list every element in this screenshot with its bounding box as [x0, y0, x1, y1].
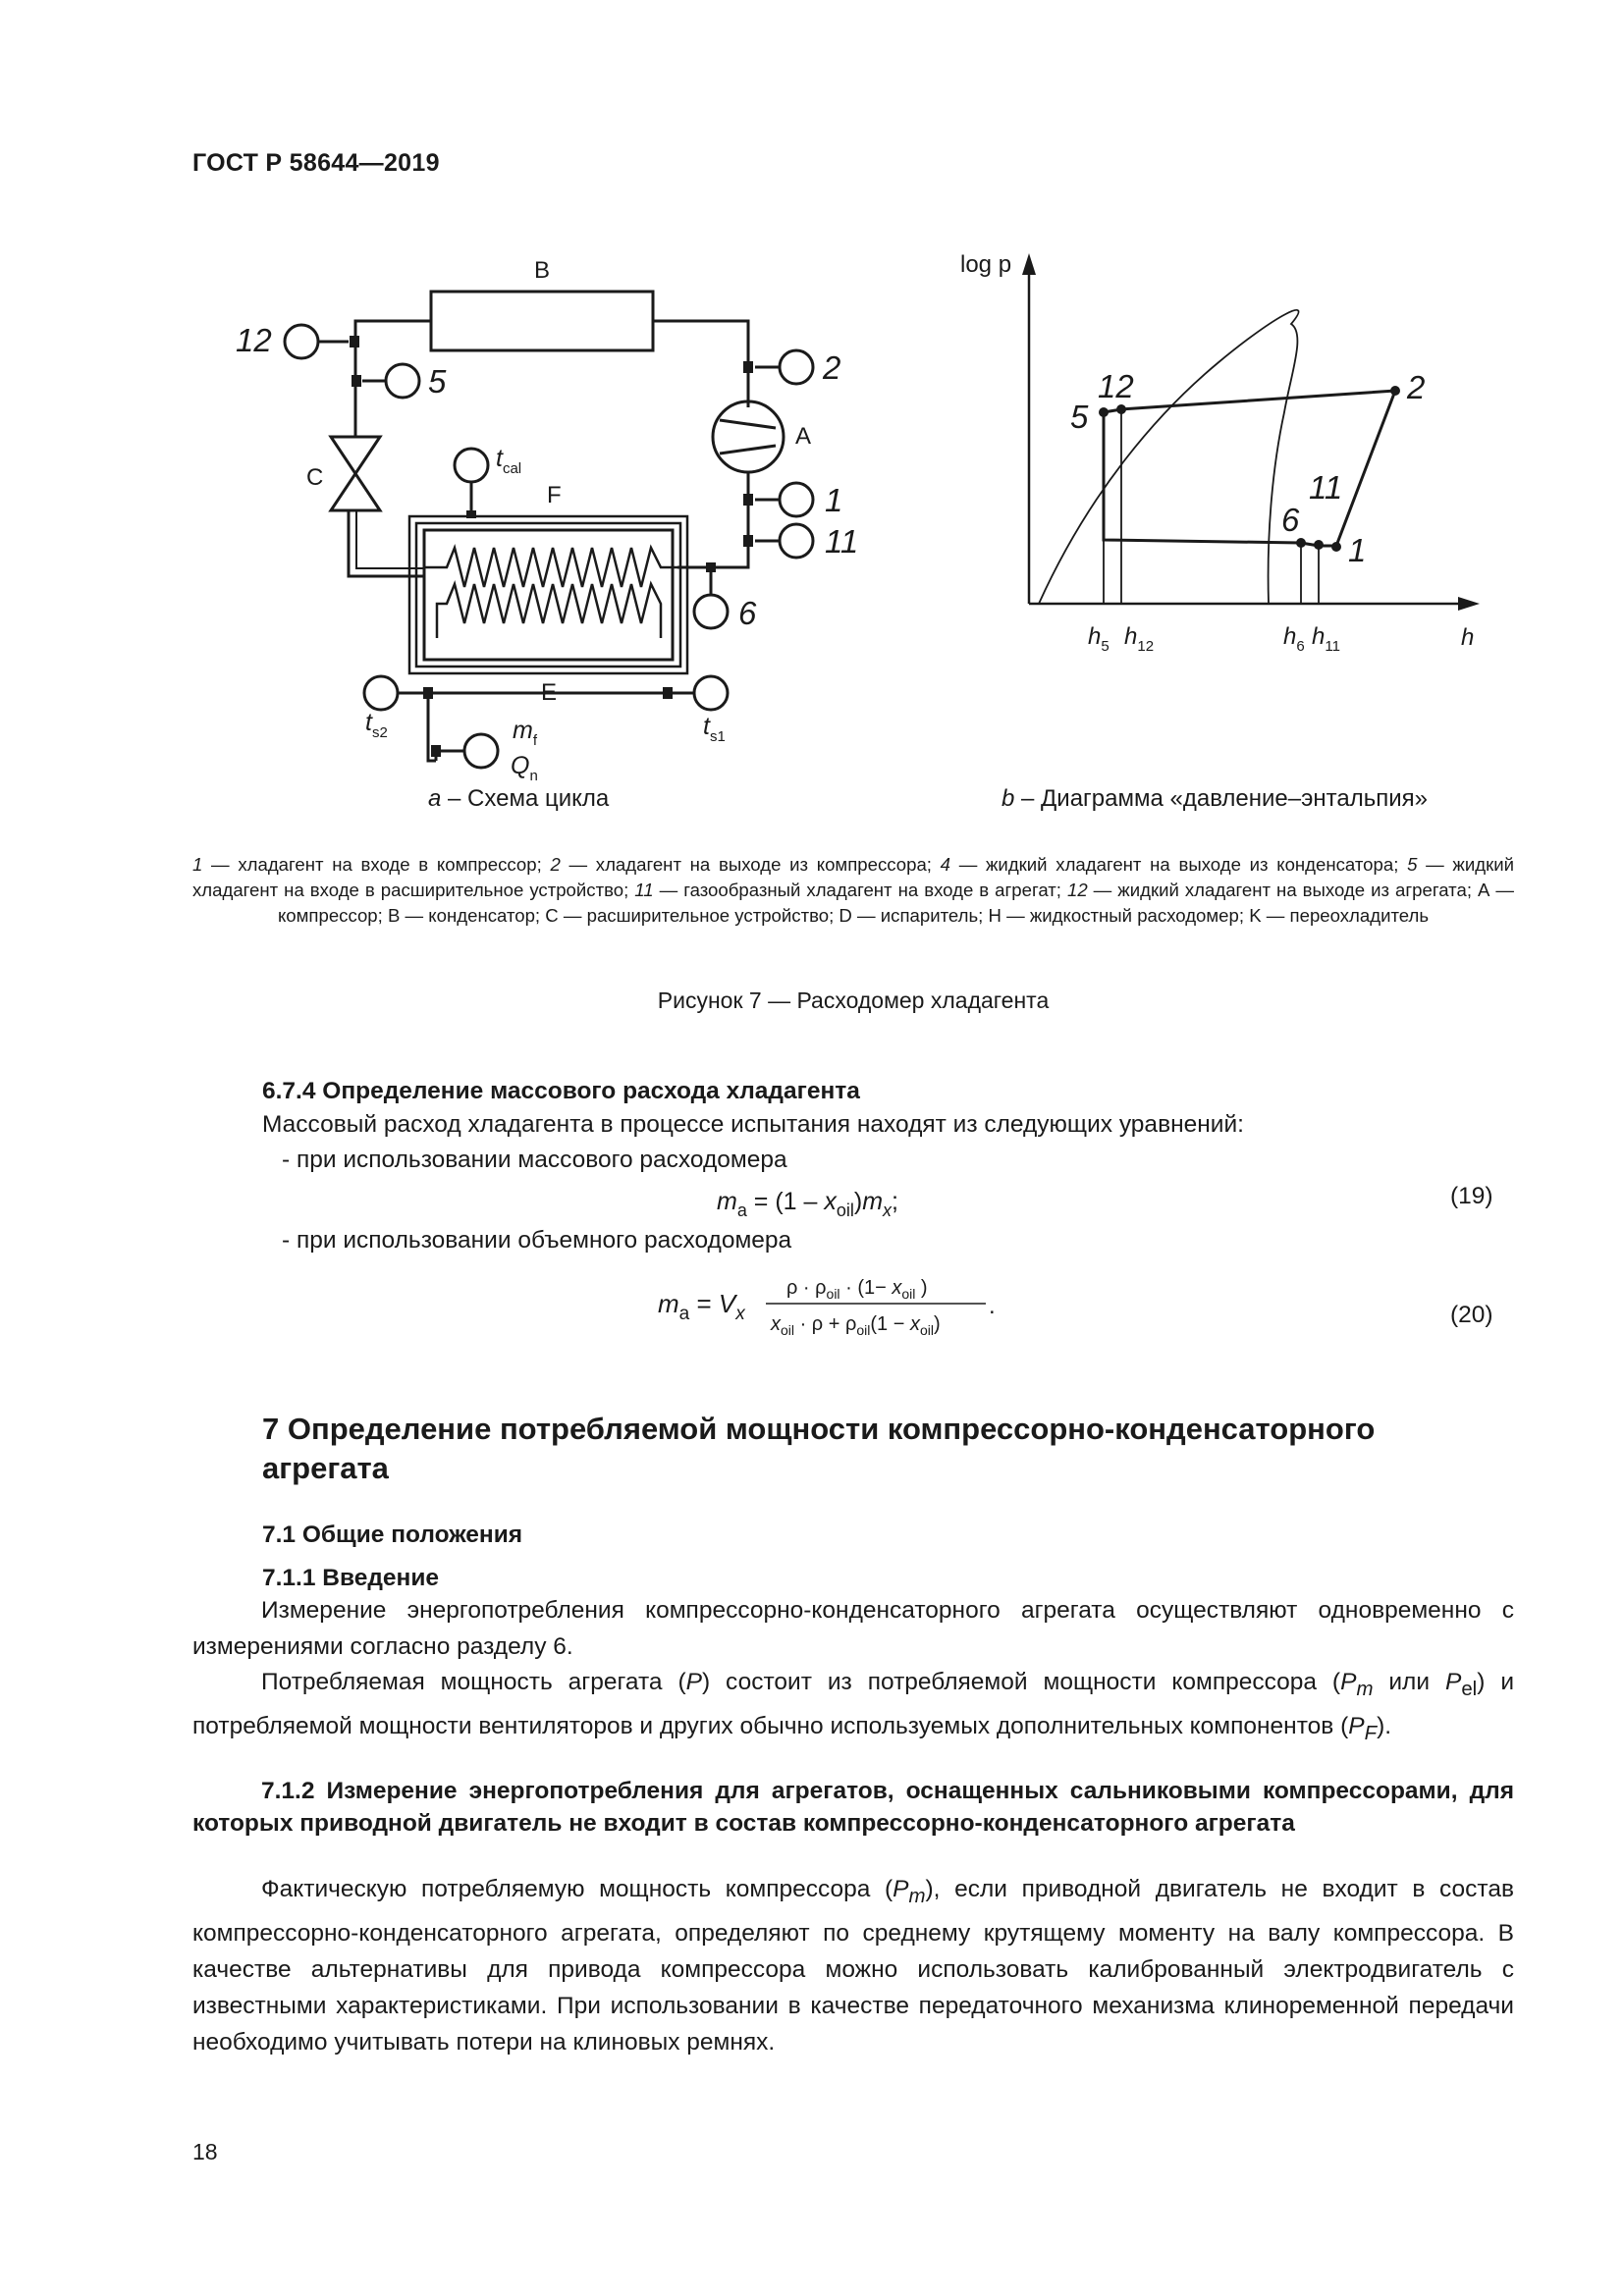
x-axis-label: h [1461, 624, 1475, 651]
compressor-inner [720, 420, 776, 454]
y-axis-label: log p [960, 251, 1012, 278]
svg-text:xoil · ρ + ρoil(1 − xoil): $x_{oil} \cdot \rho + \rho_{oil}(1 - x_{oil})$ [771, 1313, 941, 1338]
label-mf: $m_f$ [513, 717, 537, 749]
figure-7 [0, 0, 1624, 805]
label-11: 11 [825, 523, 859, 560]
label-12: 12 [236, 322, 272, 358]
cycle-points [1099, 386, 1400, 552]
point-5-label: 5 [1070, 399, 1089, 435]
list-item-mass-meter: - при использовании массового расходомера [282, 1147, 787, 1173]
list-item-volume-meter: - при использовании объемного расходомера [282, 1227, 792, 1254]
point-12-label: 12 [1098, 368, 1134, 404]
label-compressor: A [795, 423, 812, 450]
sensor-tcal [455, 449, 488, 482]
label-5: 5 [428, 363, 447, 400]
caption-scheme: a – Схема цикла [428, 785, 610, 812]
label-qn: $Q_n$ [511, 752, 538, 784]
sensor-ts1 [694, 676, 728, 710]
pipe-top-right [653, 321, 748, 407]
caption-diagram: b – Диаграмма «давление–энтальпия» [1001, 785, 1428, 812]
page-number: 18 [192, 2139, 218, 2164]
label-ts1: $t_{s1}$ [703, 713, 726, 745]
ph-diagram [1022, 253, 1480, 611]
figure-legend: 1 — хладагент на входе в компрессор; 2 — хладагент на выходе из компрессора; 4 — жидкий хладагент на выходе из конденсатора; 5 — жидкий хладагент на входе в расширительное устройство; 11 — газообразный хладагент на входе в агрегат; 12 — жидкий хладагент на выходе из агрегата; А — компрессор; В — конденсатор; С — расширительное устройство; D — испаритель; Н — жидкостный расходомер; K — переохладитель [192, 854, 1514, 926]
heading-section-7 [262, 1410, 1375, 1488]
sensor-11 [780, 524, 813, 558]
label-valve: C [306, 464, 324, 491]
svg-text:ma = Vx: $m_a = V_x$ [658, 1289, 745, 1324]
figure-title: Рисунок 7 — Расходомер хладагента [657, 988, 1050, 1013]
sensor-5 [386, 364, 419, 398]
svg-text:ρ · ρoil · (1− xoil ): $\rho \cdot \rho_{oil} \cdot (1- x_{oil}$ ) [786, 1277, 928, 1302]
sensor-ts2 [364, 676, 398, 710]
label-calorimeter: F [547, 482, 562, 508]
compressor-symbol [713, 401, 784, 472]
sensor-2 [780, 350, 813, 384]
y-axis-arrow [1022, 253, 1036, 275]
cycle-scheme-labels [236, 257, 858, 784]
paragraph-7-1-2: Фактическую потребляемую мощность компрессора $(P_m)$, если приводной двигатель не входит в состав компрессорно-конденсаторного агрегата, определяют по среднему крутящему моменту на валу компрессора. В качестве альтернативы для привода компрессора можно использовать калиброванный электродвигатель с известными характеристиками. При использовании в качестве передаточного механизма клиноременной передачи необходимо учитывать потери на клиновых ремнях. [192, 1876, 1514, 2056]
svg-text:.: . [989, 1293, 996, 1319]
document-header: ГОСТ Р 58644—2019 [192, 149, 440, 177]
tick-h11: $h_{11}$ [1312, 623, 1340, 655]
pipe-valve-out-1 [349, 510, 424, 576]
label-1: 1 [825, 482, 843, 518]
heading-section-7-line1: 7 Определение потребляемой мощности компрессорно-конденсаторного [262, 1412, 1376, 1446]
equation-19-number: (19) [1450, 1183, 1493, 1209]
paragraph-intro: Массовый расход хладагента в процессе испытания находят из следующих уравнений: [262, 1111, 1244, 1138]
calorimeter-inner [416, 523, 680, 667]
label-tcal: $t_{cal}$ [496, 445, 522, 477]
label-condenser: B [533, 257, 551, 284]
expansion-valve [331, 437, 380, 510]
tick-h6: $h_6$ [1283, 623, 1305, 655]
point-6-label: 6 [1281, 502, 1300, 538]
heading-6-7-4: 6.7.4 Определение массового расхода хладагента [262, 1078, 860, 1104]
coil-upper [424, 548, 677, 587]
x-axis-arrow [1458, 597, 1480, 611]
paragraph-7-1-1-b: Потребляемая мощность агрегата (P) состоит из потребляемой мощности компрессора ($P_m$ или $P_{el}$) и потребляемой мощности вентиляторов и других обычно используемых дополнительных компонентов $(P_F)$. [192, 1669, 1514, 1744]
heading-7-1: 7.1 Общие положения [262, 1522, 523, 1548]
heading-7-1-1: 7.1.1 Введение [262, 1565, 440, 1591]
sensor-12 [285, 325, 318, 358]
ph-diagram-labels [960, 251, 1474, 655]
point-1-label: 1 [1348, 532, 1367, 568]
heading-section-7-line2: агрегата [262, 1451, 389, 1485]
point-11-label: 11 [1309, 469, 1343, 506]
label-2: 2 [823, 349, 841, 386]
calorimeter-core [424, 530, 673, 660]
point-2-label: 2 [1407, 369, 1426, 405]
saturation-curve [1039, 310, 1299, 604]
tick-h12: $h_{12}$ [1124, 623, 1155, 655]
tick-h5: $h_5$ [1088, 623, 1110, 655]
paragraph-7-1-1-a: Измерение энергопотребления компрессорно-конденсаторного агрегата осуществляют одновременно с измерениями согласно разделу 6. [192, 1597, 1514, 1660]
cycle-line [1104, 391, 1395, 546]
sensor-6 [694, 595, 728, 628]
coil-lower [437, 584, 661, 638]
equation-19 [707, 1178, 962, 1227]
heading-7-1-2: 7.1.2 Измерение энергопотребления для агрегатов, оснащенных сальниковыми компрессорами, для которых приводной двигатель не входит в состав компрессорно-конденсаторного агрегата [192, 1778, 1514, 1837]
pipe-valve-out-2 [356, 510, 424, 568]
label-ts2: $t_{s2}$ [365, 709, 388, 741]
svg-text:ma = (1 – xoil)mx;: $m_a = (1 - x_{oil})m_x$; [717, 1188, 898, 1220]
sensor-mf [464, 734, 498, 768]
label-calorimeter-e: E [541, 679, 558, 706]
sensor-1 [780, 483, 813, 516]
equation-20 [648, 1259, 1021, 1348]
condenser-box [431, 292, 653, 350]
equation-20-number: (20) [1450, 1302, 1493, 1328]
label-6: 6 [738, 595, 757, 631]
